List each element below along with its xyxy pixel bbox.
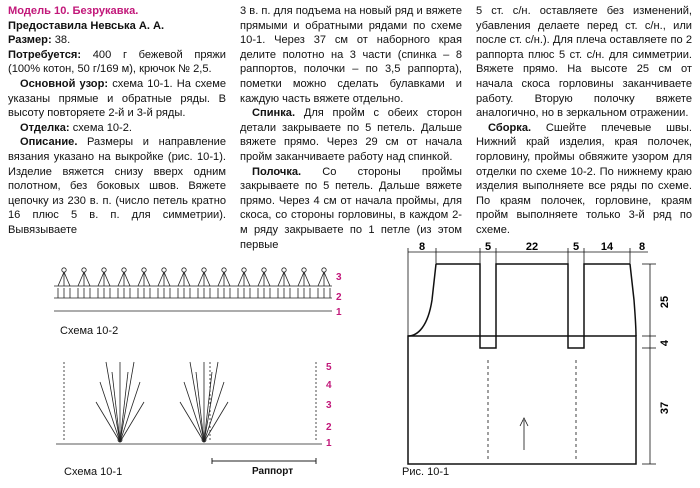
- main-pattern-text: схема 10-1. На схеме указаны прямые и обратные ряды. В высоту повторяете 2-й и 3-й ряды.: [8, 77, 227, 120]
- dim-side-3: 37: [659, 401, 671, 415]
- text-column-1: [8, 4, 226, 238]
- scheme-10-1-row-3: 3: [326, 400, 332, 411]
- front-label: Полочка.: [252, 165, 302, 178]
- description-label: Описание.: [20, 136, 78, 149]
- figure-10-1-pattern: [398, 240, 698, 466]
- main-pattern-label: Основной узор:: [20, 77, 109, 90]
- scheme-10-2-stitches: [54, 268, 332, 311]
- front-text: Со стороны проймы закрываете по 5 петель. Дальше вяжете прямо. Через 4 см от начала проймы, для скоса, со стороны горловины, в каждом 2-м ряду закрываете по 1 петле (из этом первые: [240, 165, 462, 251]
- dim-top-3: 22: [525, 241, 539, 253]
- finishing-label: Отделка:: [20, 121, 70, 134]
- text-column-2: [240, 4, 462, 252]
- scheme-10-1-diagram: [50, 352, 350, 452]
- back-line: [240, 106, 462, 164]
- scheme-10-2-row-1: 1: [336, 307, 342, 318]
- back-text: Для пройм с обеих сторон детали закрываете по 5 петель. Дальше вяжете прямо. Через 29 см от начала пройм заканчиваете работу над спинкой.: [240, 107, 462, 163]
- dim-side-2: 4: [659, 339, 671, 347]
- scheme-10-1-row-5: 5: [326, 362, 332, 373]
- assembly-text: Сшейте плечевые швы. Нижний край изделия, края полочек, горловину, проймы обвяжите узором для отделки по схеме 10-2. По нижнему краю изделия выполняете все ряды по схеме. По краям полочек, горловине, краям пройм выполняете только 3-й ряд по схеме.: [476, 121, 692, 236]
- size-label: Размер:: [8, 34, 52, 47]
- dim-top-5: 14: [600, 241, 614, 253]
- scheme-10-1-row-4: 4: [326, 380, 332, 391]
- dim-top-1: 8: [418, 241, 426, 253]
- dim-top-4: 5: [572, 241, 580, 253]
- scheme-10-2-caption: Схема 10-2: [60, 325, 119, 337]
- dim-top-6: 8: [638, 241, 646, 253]
- front-line: [240, 165, 462, 253]
- dim-top-2: 5: [484, 241, 492, 253]
- author-label: Предоставила: [8, 19, 88, 32]
- scheme-10-1-caption: Схема 10-1: [64, 466, 123, 478]
- article-title: Модель 10. Безрукавка.: [8, 5, 139, 17]
- finishing-line: [8, 121, 226, 136]
- col2-continuation: 3 в. п. для подъема на новый ряд и вяжете прямыми и обратными рядами по схеме 10-1. Через 37 см от наборного края делите полотно на 3 части (спинка – 8 раппортов, полочки – по 3,5 раппорта), пометки можно сделать булавками и каждую часть вяжете отдельно.: [240, 5, 462, 105]
- pattern-outline: [408, 264, 636, 464]
- col3-continuation: 5 ст. с/н. оставляете без изменений, убавления делаете перед ст. с/н., или после ст. с/н.). Для плеча оставляете по 2 раппорта плюс 5 ст. с/н. для симметрии. Вяжете прямо. На высоте 25 см от начала скоса горловины заканчиваете работу. Вторую полочку вяжете аналогично, но в зеркальном отражении.: [476, 5, 692, 120]
- materials-label: Потребуется:: [8, 48, 82, 61]
- repeat-bracket: [210, 456, 320, 466]
- materials-line: [8, 48, 226, 77]
- assembly-label: Сборка.: [488, 121, 532, 134]
- author-name: Невська А. А.: [90, 19, 165, 32]
- description-line: [8, 135, 226, 237]
- main-pattern-line: [8, 77, 226, 121]
- size-line: [8, 33, 226, 48]
- description-text: Размеры и направление вязания указано на выкройке (рис. 10-1). Изделие вяжется снизу вверх одним полотном, без боковых швов. Вяжете цепочку из 230 в. п. (число петель кратно 16 плюс 5 в. п. для симметрии). Вывязываете: [8, 136, 226, 236]
- back-label: Спинка.: [252, 107, 296, 120]
- finishing-text: схема 10-2.: [72, 121, 132, 134]
- author-line: [8, 19, 226, 34]
- text-column-3: [476, 4, 692, 238]
- scheme-10-1-repeat-label: Раппорт: [252, 466, 294, 477]
- size-value: 38.: [54, 34, 71, 47]
- scheme-10-2-row-2: 2: [336, 292, 342, 303]
- dim-side-1: 25: [659, 295, 671, 309]
- scheme-10-1-stitches: [56, 362, 322, 444]
- scheme-10-1-row-1: 1: [326, 438, 332, 449]
- materials-text: 400 г бежевой пряжи (100% котон, 50 г/169 м), крючок № 2,5.: [8, 48, 226, 76]
- scheme-10-1-row-2: 2: [326, 422, 332, 433]
- scheme-10-2-row-3: 3: [336, 272, 342, 283]
- assembly-line: [476, 121, 692, 238]
- figure-10-1-caption: Рис. 10-1: [402, 466, 450, 478]
- scheme-10-2-diagram: [50, 262, 350, 322]
